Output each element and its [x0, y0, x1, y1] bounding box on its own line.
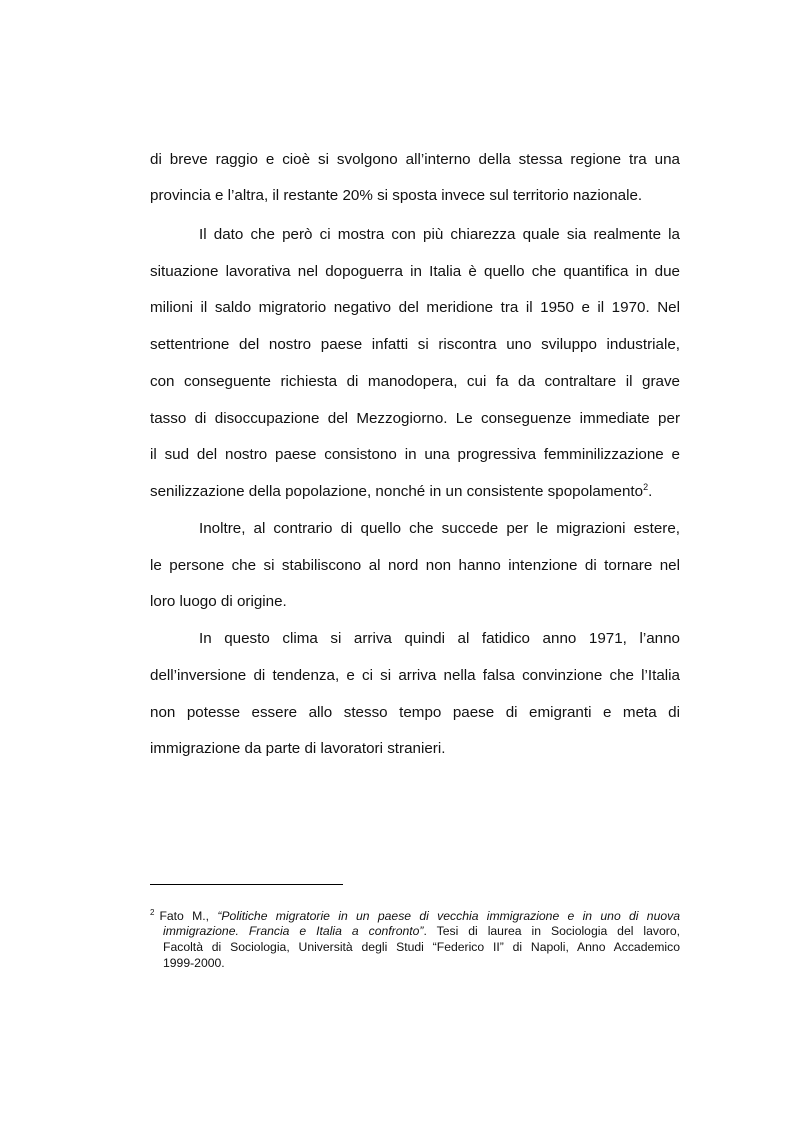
body-line: settentrione del nostro paese infatti si riscontra uno sviluppo industriale,: [150, 336, 680, 353]
footnote-author: Fato M.,: [159, 909, 218, 923]
body-line: [150, 482, 680, 502]
body-line: loro luogo di origine.: [150, 593, 287, 610]
footnote-reference[interactable]: 2: [643, 481, 649, 492]
footnote-separator: [150, 884, 343, 885]
body-line: situazione lavorativa nel dopoguerra in Italia è quello che quantifica in due: [150, 263, 680, 280]
body-line: di breve raggio e cioè si svolgono all’interno della stessa regione tra una: [150, 151, 680, 168]
footnote-title: “Politiche migratorie in un paese di vecchia immigrazione e in uno di nuova: [217, 909, 680, 923]
footnote-line: [150, 909, 680, 925]
footnote-line: 1999-2000.: [163, 956, 225, 970]
body-line: dell’inversione di tendenza, e ci si arriva nella falsa convinzione che l’Italia: [150, 667, 680, 684]
sentence-end: .: [648, 483, 653, 500]
footnote-line: [163, 924, 680, 940]
body-line: Inoltre, al contrario di quello che succede per le migrazioni estere,: [199, 520, 680, 537]
body-line: immigrazione da parte di lavoratori stranieri.: [150, 740, 446, 757]
body-line: il sud del nostro paese consistono in una progressiva femminilizzazione e: [150, 446, 680, 463]
body-line: provincia e l’altra, il restante 20% si sposta invece sul territorio nazionale.: [150, 187, 643, 204]
footnote-text: . Tesi di laurea in Sociologia del lavoro,: [423, 924, 680, 938]
body-line: Il dato che però ci mostra con più chiarezza quale sia realmente la: [199, 226, 680, 243]
body-line-text: senilizzazione della popolazione, nonché in un consistente spopolamento: [150, 483, 644, 500]
body-line: milioni il saldo migratorio negativo del meridione tra il 1950 e il 1970. Nel: [150, 299, 680, 316]
body-line: tasso di disoccupazione del Mezzogiorno. Le conseguenze immediate per: [150, 410, 680, 427]
body-line: In questo clima si arriva quindi al fatidico anno 1971, l’anno: [199, 630, 680, 647]
footnote-title: immigrazione. Francia e Italia a confronto”: [163, 924, 424, 938]
footnote-number: 2: [150, 907, 155, 917]
body-line: non potesse essere allo stesso tempo paese di emigranti e meta di: [150, 704, 680, 721]
footnote-line: Facoltà di Sociologia, Università degli Studi “Federico II” di Napoli, Anno Accademico: [163, 940, 680, 954]
body-line: con conseguente richiesta di manodopera, cui fa da contraltare il grave: [150, 373, 680, 390]
body-line: le persone che si stabiliscono al nord non hanno intenzione di tornare nel: [150, 557, 680, 574]
